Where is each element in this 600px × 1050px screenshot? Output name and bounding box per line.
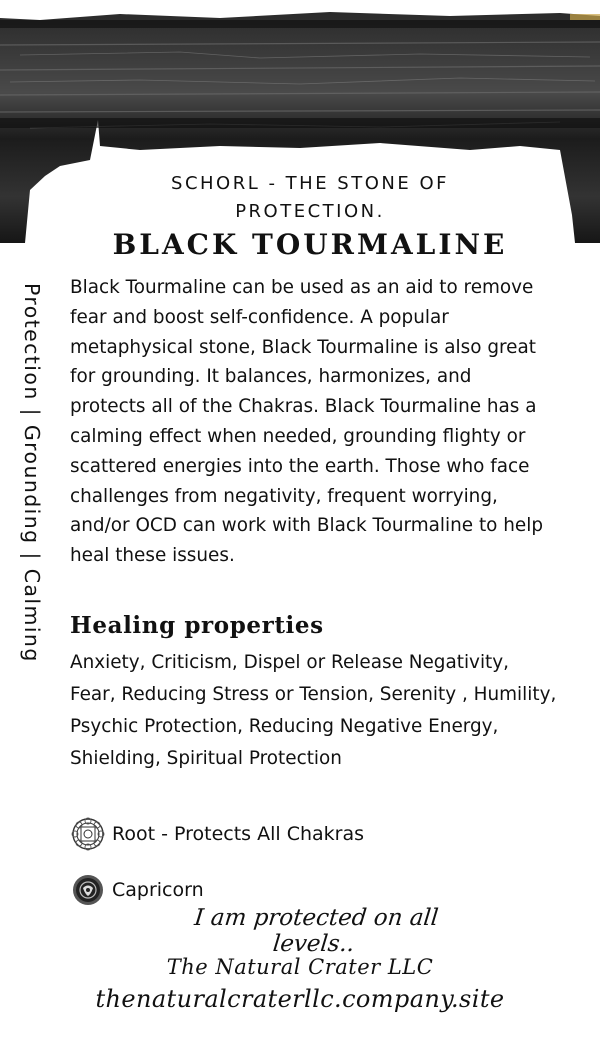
chakra-text: Root - Protects All Chakras xyxy=(112,823,365,845)
business-name: The Natural Crater LLC xyxy=(166,955,434,979)
zodiac-row xyxy=(70,872,204,908)
healing-properties-heading: Healing properties xyxy=(70,612,324,639)
root-chakra-icon xyxy=(70,816,106,852)
zodiac-text: Capricorn xyxy=(112,879,204,901)
website-link[interactable]: thenaturalcraterllc.company.site xyxy=(95,985,505,1013)
stone-subtitle: SCHORL - THE STONE OF PROTECTION. xyxy=(171,173,449,222)
stone-title: BLACK TOURMALINE xyxy=(112,228,508,261)
capricorn-icon xyxy=(70,872,106,908)
stone-description: Black Tourmaline can be used as an aid to remove fear and boost self-confidence. A popular metaphysical stone, Black Tourmaline is also great for grounding. It balances, harmonizes, and protects all of the Chakras. Black Tourmaline has a calming effect when needed, grounding flighty or scattered energies into the earth. Those who face challenges from negativity, frequent worrying, and/or OCD can work with Black Tourmaline to help heal these issues. xyxy=(70,277,544,567)
affirmation-text: I am protected on all levels.. xyxy=(193,905,440,957)
healing-properties-list: Anxiety, Criticism, Dispel or Release Negativity, Fear, Reducing Stress or Tension, Serenity , Humility, Psychic Protection, Reducing Negative Energy, Shielding, Spiritual Protection xyxy=(70,652,557,769)
chakra-row xyxy=(70,816,364,852)
keywords-vertical-text: Protection | Grounding | Calming xyxy=(20,283,44,663)
